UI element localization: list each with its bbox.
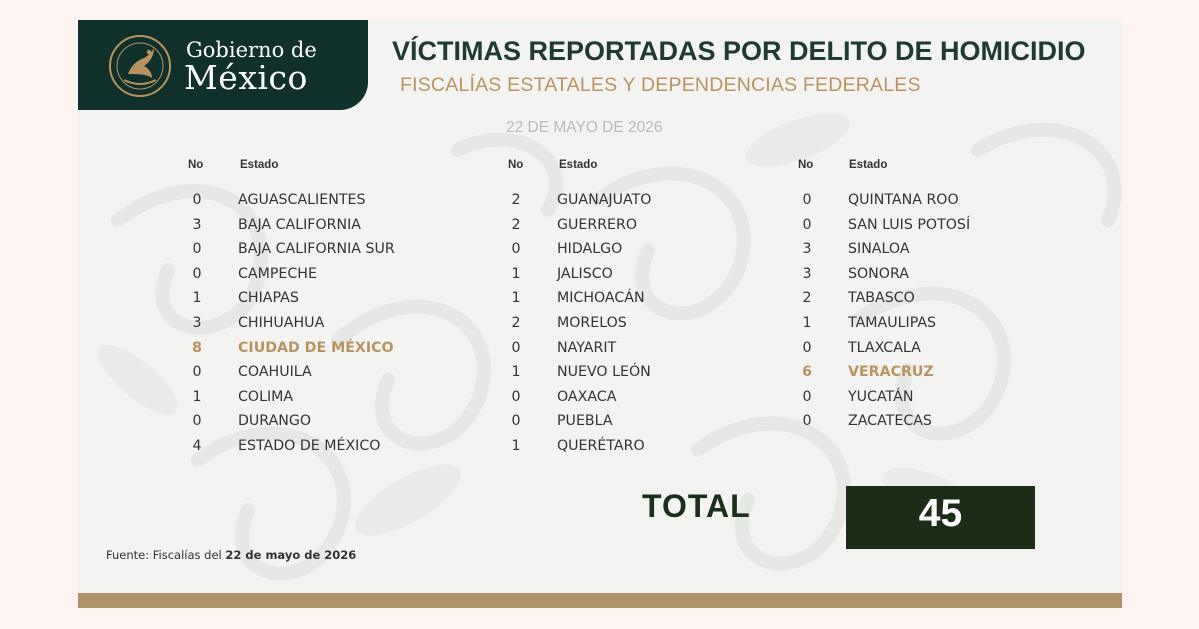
victim-count: 0 xyxy=(802,339,812,356)
logo-text-gobierno: Gobierno de xyxy=(186,38,317,62)
state-name: MICHOACÁN xyxy=(557,290,645,307)
victim-count: 0 xyxy=(192,265,202,282)
total-value: 45 xyxy=(918,492,963,535)
state-name: QUINTANA ROO xyxy=(848,192,959,208)
victim-count: 1 xyxy=(511,364,521,381)
victim-count: 1 xyxy=(192,388,202,405)
state-name: NUEVO LEÓN xyxy=(557,364,651,381)
column-header-no: No xyxy=(798,159,814,171)
state-name: JALISCO xyxy=(557,265,613,282)
victim-count: 0 xyxy=(192,192,202,208)
report-title: VÍCTIMAS REPORTADAS POR DELITO DE HOMICIDIO xyxy=(392,36,1086,66)
report-card xyxy=(78,20,1122,608)
state-name: SAN LUIS POTOSÍ xyxy=(848,216,971,233)
state-name: OAXACA xyxy=(557,388,617,405)
victim-count: 0 xyxy=(802,216,812,233)
state-name: HIDALGO xyxy=(557,241,623,258)
victim-count: 0 xyxy=(511,413,521,430)
victim-count: 4 xyxy=(192,438,202,454)
column-header-state: Estado xyxy=(240,159,279,171)
victim-count: 2 xyxy=(802,290,812,307)
column-header-state: Estado xyxy=(559,159,598,171)
state-name: TABASCO xyxy=(848,290,915,307)
source-date: 22 de mayo de 2026 xyxy=(225,548,357,562)
state-name: TLAXCALA xyxy=(848,339,921,356)
victim-count: 3 xyxy=(802,265,812,282)
victim-count: 1 xyxy=(802,315,812,331)
state-name: CIUDAD DE MÉXICO xyxy=(238,339,394,356)
victim-count: 2 xyxy=(511,315,521,331)
victim-count: 0 xyxy=(802,192,812,208)
state-name: GUERRERO xyxy=(557,216,638,233)
state-name: COLIMA xyxy=(238,388,294,405)
victim-count: 3 xyxy=(192,315,202,331)
source-prefix: Fuente: Fiscalías del xyxy=(106,548,226,562)
state-name: CAMPECHE xyxy=(238,265,317,282)
victim-count: 0 xyxy=(511,241,521,258)
state-name: YUCATÁN xyxy=(848,388,914,405)
victim-count: 1 xyxy=(511,265,521,282)
state-name: MORELOS xyxy=(557,315,627,331)
state-name: SONORA xyxy=(848,265,909,282)
victim-count: 0 xyxy=(192,364,202,381)
victim-count: 1 xyxy=(192,290,202,307)
state-name: ZACATECAS xyxy=(848,413,932,430)
state-name: DURANGO xyxy=(238,413,312,430)
victim-count: 1 xyxy=(511,438,521,454)
state-name: BAJA CALIFORNIA xyxy=(238,216,361,233)
state-name: QUERÉTARO xyxy=(557,438,645,454)
victim-count: 0 xyxy=(192,241,202,258)
footer-gold-bar xyxy=(78,593,1122,608)
state-name: VERACRUZ xyxy=(848,364,934,381)
state-name: GUANAJUATO xyxy=(557,192,652,208)
total-value-box xyxy=(846,486,1035,549)
victim-count: 1 xyxy=(511,290,521,307)
logo-text-mexico: México xyxy=(184,58,308,97)
state-name: ESTADO DE MÉXICO xyxy=(238,438,381,454)
victim-count: 6 xyxy=(802,364,812,381)
column-header-state: Estado xyxy=(849,159,888,171)
victim-count: 0 xyxy=(511,388,521,405)
victim-count: 0 xyxy=(511,339,521,356)
victim-count: 2 xyxy=(511,216,521,233)
victim-count: 0 xyxy=(192,413,202,430)
state-name: SINALOA xyxy=(848,241,910,258)
total-label: TOTAL xyxy=(642,488,751,524)
column-header-no: No xyxy=(508,159,524,171)
state-name: BAJA CALIFORNIA SUR xyxy=(238,241,395,258)
victim-count: 0 xyxy=(802,388,812,405)
report-subtitle: FISCALÍAS ESTATALES Y DEPENDENCIAS FEDERALES xyxy=(400,74,921,96)
column-header-no: No xyxy=(188,159,204,171)
mexican-coat-of-arms-seal-icon xyxy=(108,34,172,98)
victim-count: 3 xyxy=(192,216,202,233)
state-name: AGUASCALIENTES xyxy=(238,192,366,208)
victim-count: 8 xyxy=(192,339,202,356)
state-name: PUEBLA xyxy=(557,413,613,430)
victim-count: 3 xyxy=(802,241,812,258)
victim-count: 2 xyxy=(511,192,521,208)
state-name: NAYARIT xyxy=(557,339,617,356)
state-name: CHIHUAHUA xyxy=(238,315,325,331)
state-name: CHIAPAS xyxy=(238,290,299,307)
source-note xyxy=(106,548,356,562)
victim-count: 0 xyxy=(802,413,812,430)
gobierno-de-mexico-logo xyxy=(78,20,368,110)
state-name: TAMAULIPAS xyxy=(848,315,937,331)
state-name: COAHUILA xyxy=(238,364,312,381)
report-date: 22 DE MAYO DE 2026 xyxy=(506,119,663,136)
